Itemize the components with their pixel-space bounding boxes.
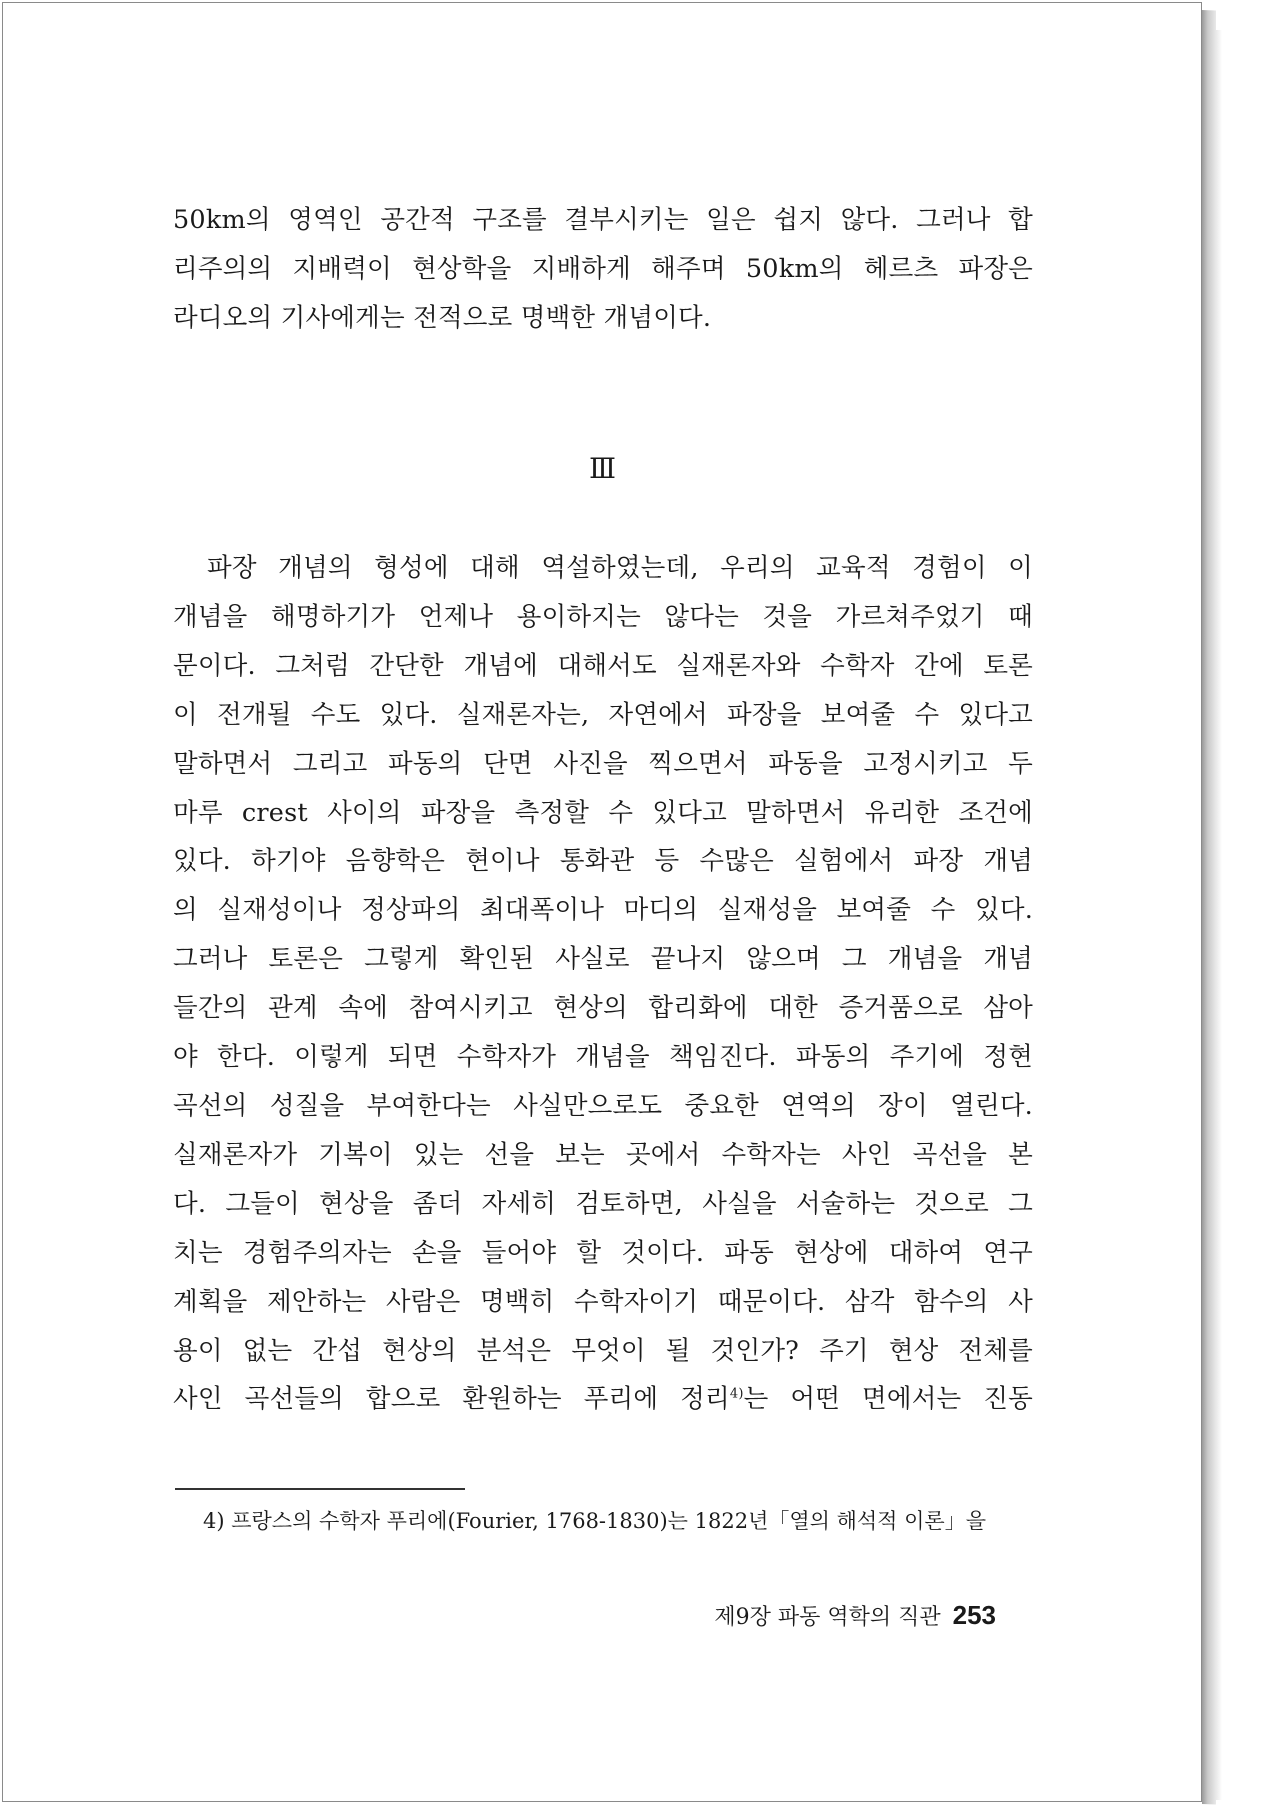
body-line: 있다. 하기야 음향학은 현이나 통화관 등 수많은 실험에서 파장 개념	[173, 846, 1033, 877]
body-line: 그러나 토론은 그렇게 확인된 사실로 끝나지 않으며 그 개념을 개념	[173, 944, 1033, 975]
body-line: 마루 crest 사이의 파장을 측정할 수 있다고 말하면서 유리한 조건에	[173, 797, 1033, 828]
intro-paragraph	[173, 196, 1033, 343]
body-line: 치는 경험주의자는 손을 들어야 할 것이다. 파동 현상에 대하여 연구	[173, 1237, 1033, 1268]
intro-line: 50km의 영역인 공간적 구조를 결부시키는 일은 쉽지 않다. 그러나 합	[173, 205, 1033, 235]
body-line: 들간의 관계 속에 참여시키고 현상의 합리화에 대한 증거품으로 삼아	[173, 993, 1033, 1024]
body-line: 용이 없는 간섭 현상의 분석은 무엇이 될 것인가? 주기 현상 전체를	[173, 1335, 1033, 1366]
footnote-divider	[175, 1488, 465, 1490]
intro-line: 라디오의 기사에게는 전적으로 명백한 개념이다.	[173, 302, 712, 333]
footnote-ref[interactable]: 4)	[729, 1386, 744, 1402]
body-line-text: 는 어떤 면에서는 진동	[743, 1384, 1033, 1415]
body-line: 문이다. 그처럼 간단한 개념에 대해서도 실재론자와 수학자 간에 토론	[173, 650, 1033, 681]
body-line: 의 실재성이나 정상파의 최대폭이나 마디의 실재성을 보여줄 수 있다.	[173, 895, 1033, 926]
body-line-text: 사인 곡선들의 합으로 환원하는 푸리에 정리	[173, 1384, 730, 1415]
page-edge	[1202, 10, 1216, 1804]
body-line: 이 전개될 수도 있다. 실재론자는, 자연에서 파장을 보여줄 수 있다고	[173, 699, 1033, 730]
footnote: 4) 프랑스의 수학자 푸리에(Fourier, 1768-1830)는 1822년「열의 해석적 이론」을	[203, 1509, 986, 1533]
body-line: 다. 그들이 현상을 좀더 자세히 검토하면, 사실을 서술하는 것으로 그	[173, 1188, 1033, 1219]
body-line: 곡선의 성질을 부여한다는 사실만으로도 중요한 연역의 장이 열린다.	[173, 1090, 1033, 1121]
body-line: 실재론자가 기복이 있는 선을 보는 곳에서 수학자는 사인 곡선을 본	[173, 1139, 1033, 1170]
book-page	[2, 2, 1202, 1802]
section-heading: Ⅲ	[588, 452, 617, 485]
body-line: 야 한다. 이렇게 되면 수학자가 개념을 책임진다. 파동의 주기에 정현	[173, 1042, 1033, 1073]
body-line: 파장 개념의 형성에 대해 역설하였는데, 우리의 교육적 경험이 이	[207, 553, 1033, 583]
body-line-last	[173, 1375, 1033, 1424]
intro-line: 리주의의 지배력이 현상학을 지배하게 해주며 50km의 헤르츠 파장은	[173, 253, 1033, 284]
body-paragraph	[173, 544, 1033, 1424]
page-number: 253	[952, 1600, 996, 1630]
running-footer	[714, 1600, 996, 1631]
body-line: 계획을 제안하는 사람은 명백히 수학자이기 때문이다. 삼각 함수의 사	[173, 1286, 1033, 1317]
chapter-title: 제9장 파동 역학의 직관	[714, 1605, 941, 1630]
body-line: 개념을 해명하기가 언제나 용이하지는 않다는 것을 가르쳐주었기 때	[173, 601, 1033, 632]
body-line: 말하면서 그리고 파동의 단면 사진을 찍으면서 파동을 고정시키고 두	[173, 748, 1033, 779]
